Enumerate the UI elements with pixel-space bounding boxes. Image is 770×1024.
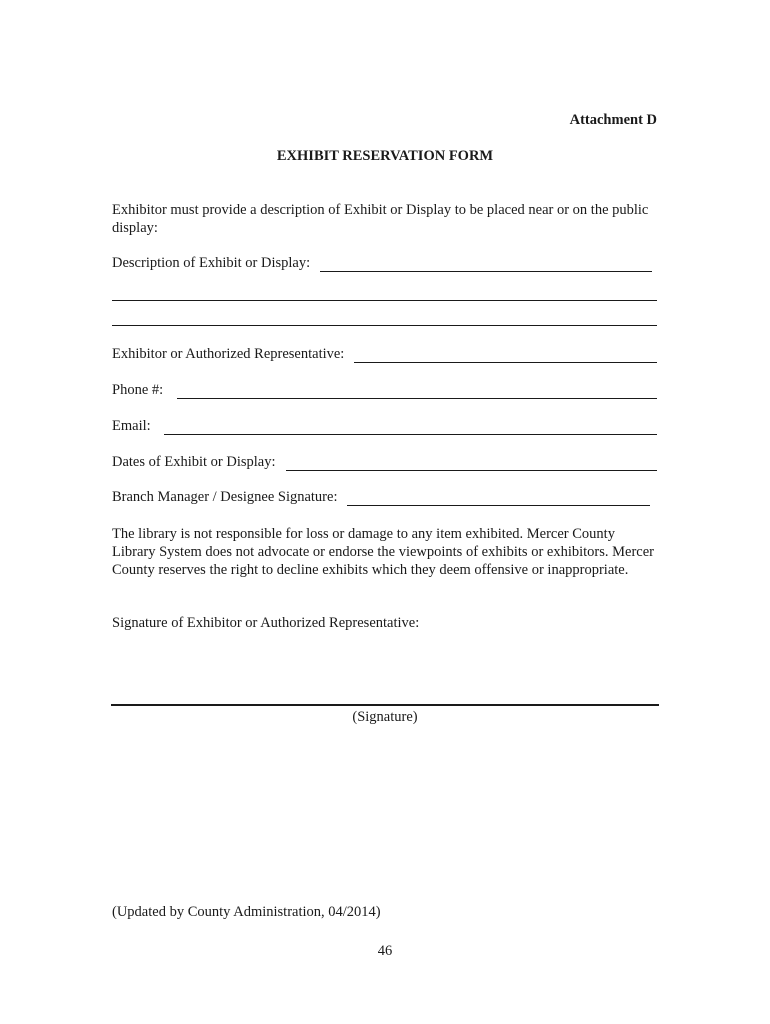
description-field bbox=[112, 254, 652, 272]
updated-note: (Updated by County Administration, 04/2014) bbox=[112, 904, 381, 920]
description-input-line[interactable] bbox=[320, 257, 652, 272]
description-line-2[interactable] bbox=[112, 300, 657, 301]
attachment-label: Attachment D bbox=[569, 112, 657, 128]
email-field bbox=[112, 417, 657, 435]
manager-signature-field bbox=[112, 488, 650, 506]
signature-line[interactable] bbox=[111, 704, 659, 706]
description-line-3[interactable] bbox=[112, 325, 657, 326]
signature-caption: (Signature) bbox=[352, 709, 418, 725]
representative-field bbox=[112, 345, 657, 363]
dates-field bbox=[112, 453, 657, 471]
dates-label: Dates of Exhibit or Display: bbox=[112, 454, 276, 470]
representative-label: Exhibitor or Authorized Representative: bbox=[112, 346, 345, 362]
description-label: Description of Exhibit or Display: bbox=[112, 255, 311, 271]
form-title: EXHIBIT RESERVATION FORM bbox=[276, 148, 494, 164]
manager-signature-label: Branch Manager / Designee Signature: bbox=[112, 489, 338, 505]
intro-text: Exhibitor must provide a description of Exhibit or Display to be placed near or on the public display: bbox=[112, 202, 649, 236]
phone-label: Phone #: bbox=[112, 382, 164, 398]
email-label: Email: bbox=[112, 418, 151, 434]
disclaimer-text: The library is not responsible for loss or damage to any item exhibited. Mercer County Library System does not advocate or endorse the viewpoints of exhibits or exhibitors. Mercer County reserves the right to decline exhibits which they deem offensive or inappropriate. bbox=[112, 526, 655, 578]
representative-input-line[interactable] bbox=[354, 348, 657, 363]
manager-signature-input-line[interactable] bbox=[347, 491, 650, 506]
signature-prompt: Signature of Exhibitor or Authorized Representative: bbox=[112, 615, 420, 631]
phone-input-line[interactable] bbox=[177, 384, 657, 399]
page-number: 46 bbox=[377, 943, 393, 959]
email-input-line[interactable] bbox=[164, 420, 657, 435]
phone-field bbox=[112, 381, 657, 399]
dates-input-line[interactable] bbox=[286, 456, 657, 471]
